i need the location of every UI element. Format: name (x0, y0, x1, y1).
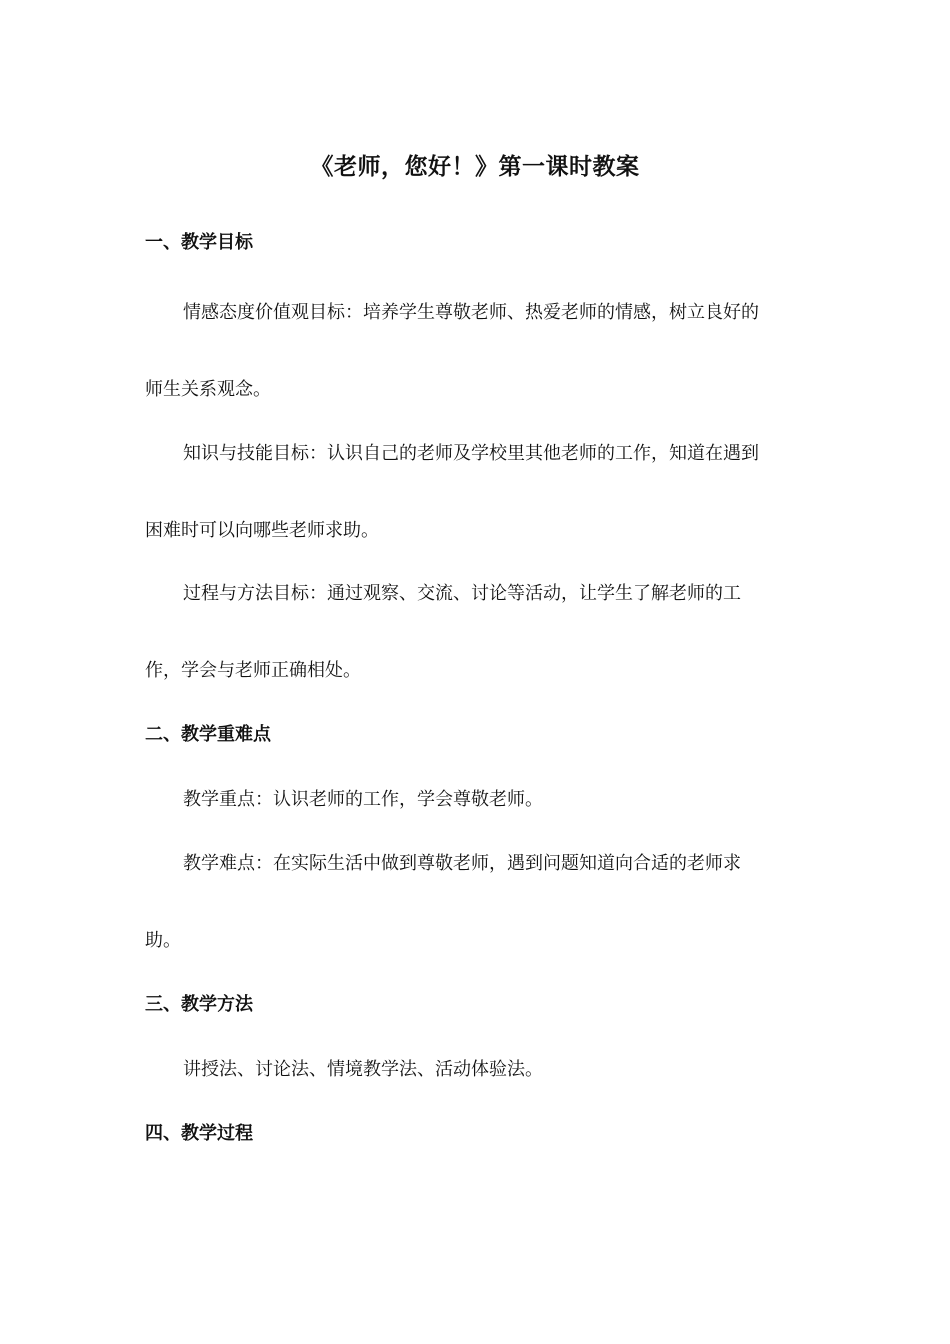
paragraph-line: 讲授法、讨论法、情境教学法、活动体验法。 (183, 1059, 543, 1080)
section-heading-teaching-objectives: 一、教学目标 (145, 232, 253, 253)
paragraph-line: 过程与方法目标：通过观察、交流、讨论等活动，让学生了解老师的工 (183, 583, 741, 604)
section-heading-key-points: 二、教学重难点 (145, 724, 271, 745)
section-heading-teaching-methods: 三、教学方法 (145, 994, 253, 1015)
section-heading-teaching-process: 四、教学过程 (145, 1123, 253, 1144)
paragraph-line: 师生关系观念。 (145, 379, 271, 400)
paragraph-line: 困难时可以向哪些老师求助。 (145, 520, 379, 541)
paragraph-line: 教学难点：在实际生活中做到尊敬老师，遇到问题知道向合适的老师求 (183, 853, 741, 874)
paragraph-line: 作，学会与老师正确相处。 (145, 660, 361, 681)
paragraph-line: 知识与技能目标：认识自己的老师及学校里其他老师的工作，知道在遇到 (183, 443, 759, 464)
paragraph-line: 教学重点：认识老师的工作，学会尊敬老师。 (183, 789, 543, 810)
document-title: 《老师，您好！》第一课时教案 (310, 154, 640, 180)
paragraph-line: 助。 (145, 930, 181, 951)
paragraph-line: 情感态度价值观目标：培养学生尊敬老师、热爱老师的情感，树立良好的 (183, 302, 759, 323)
